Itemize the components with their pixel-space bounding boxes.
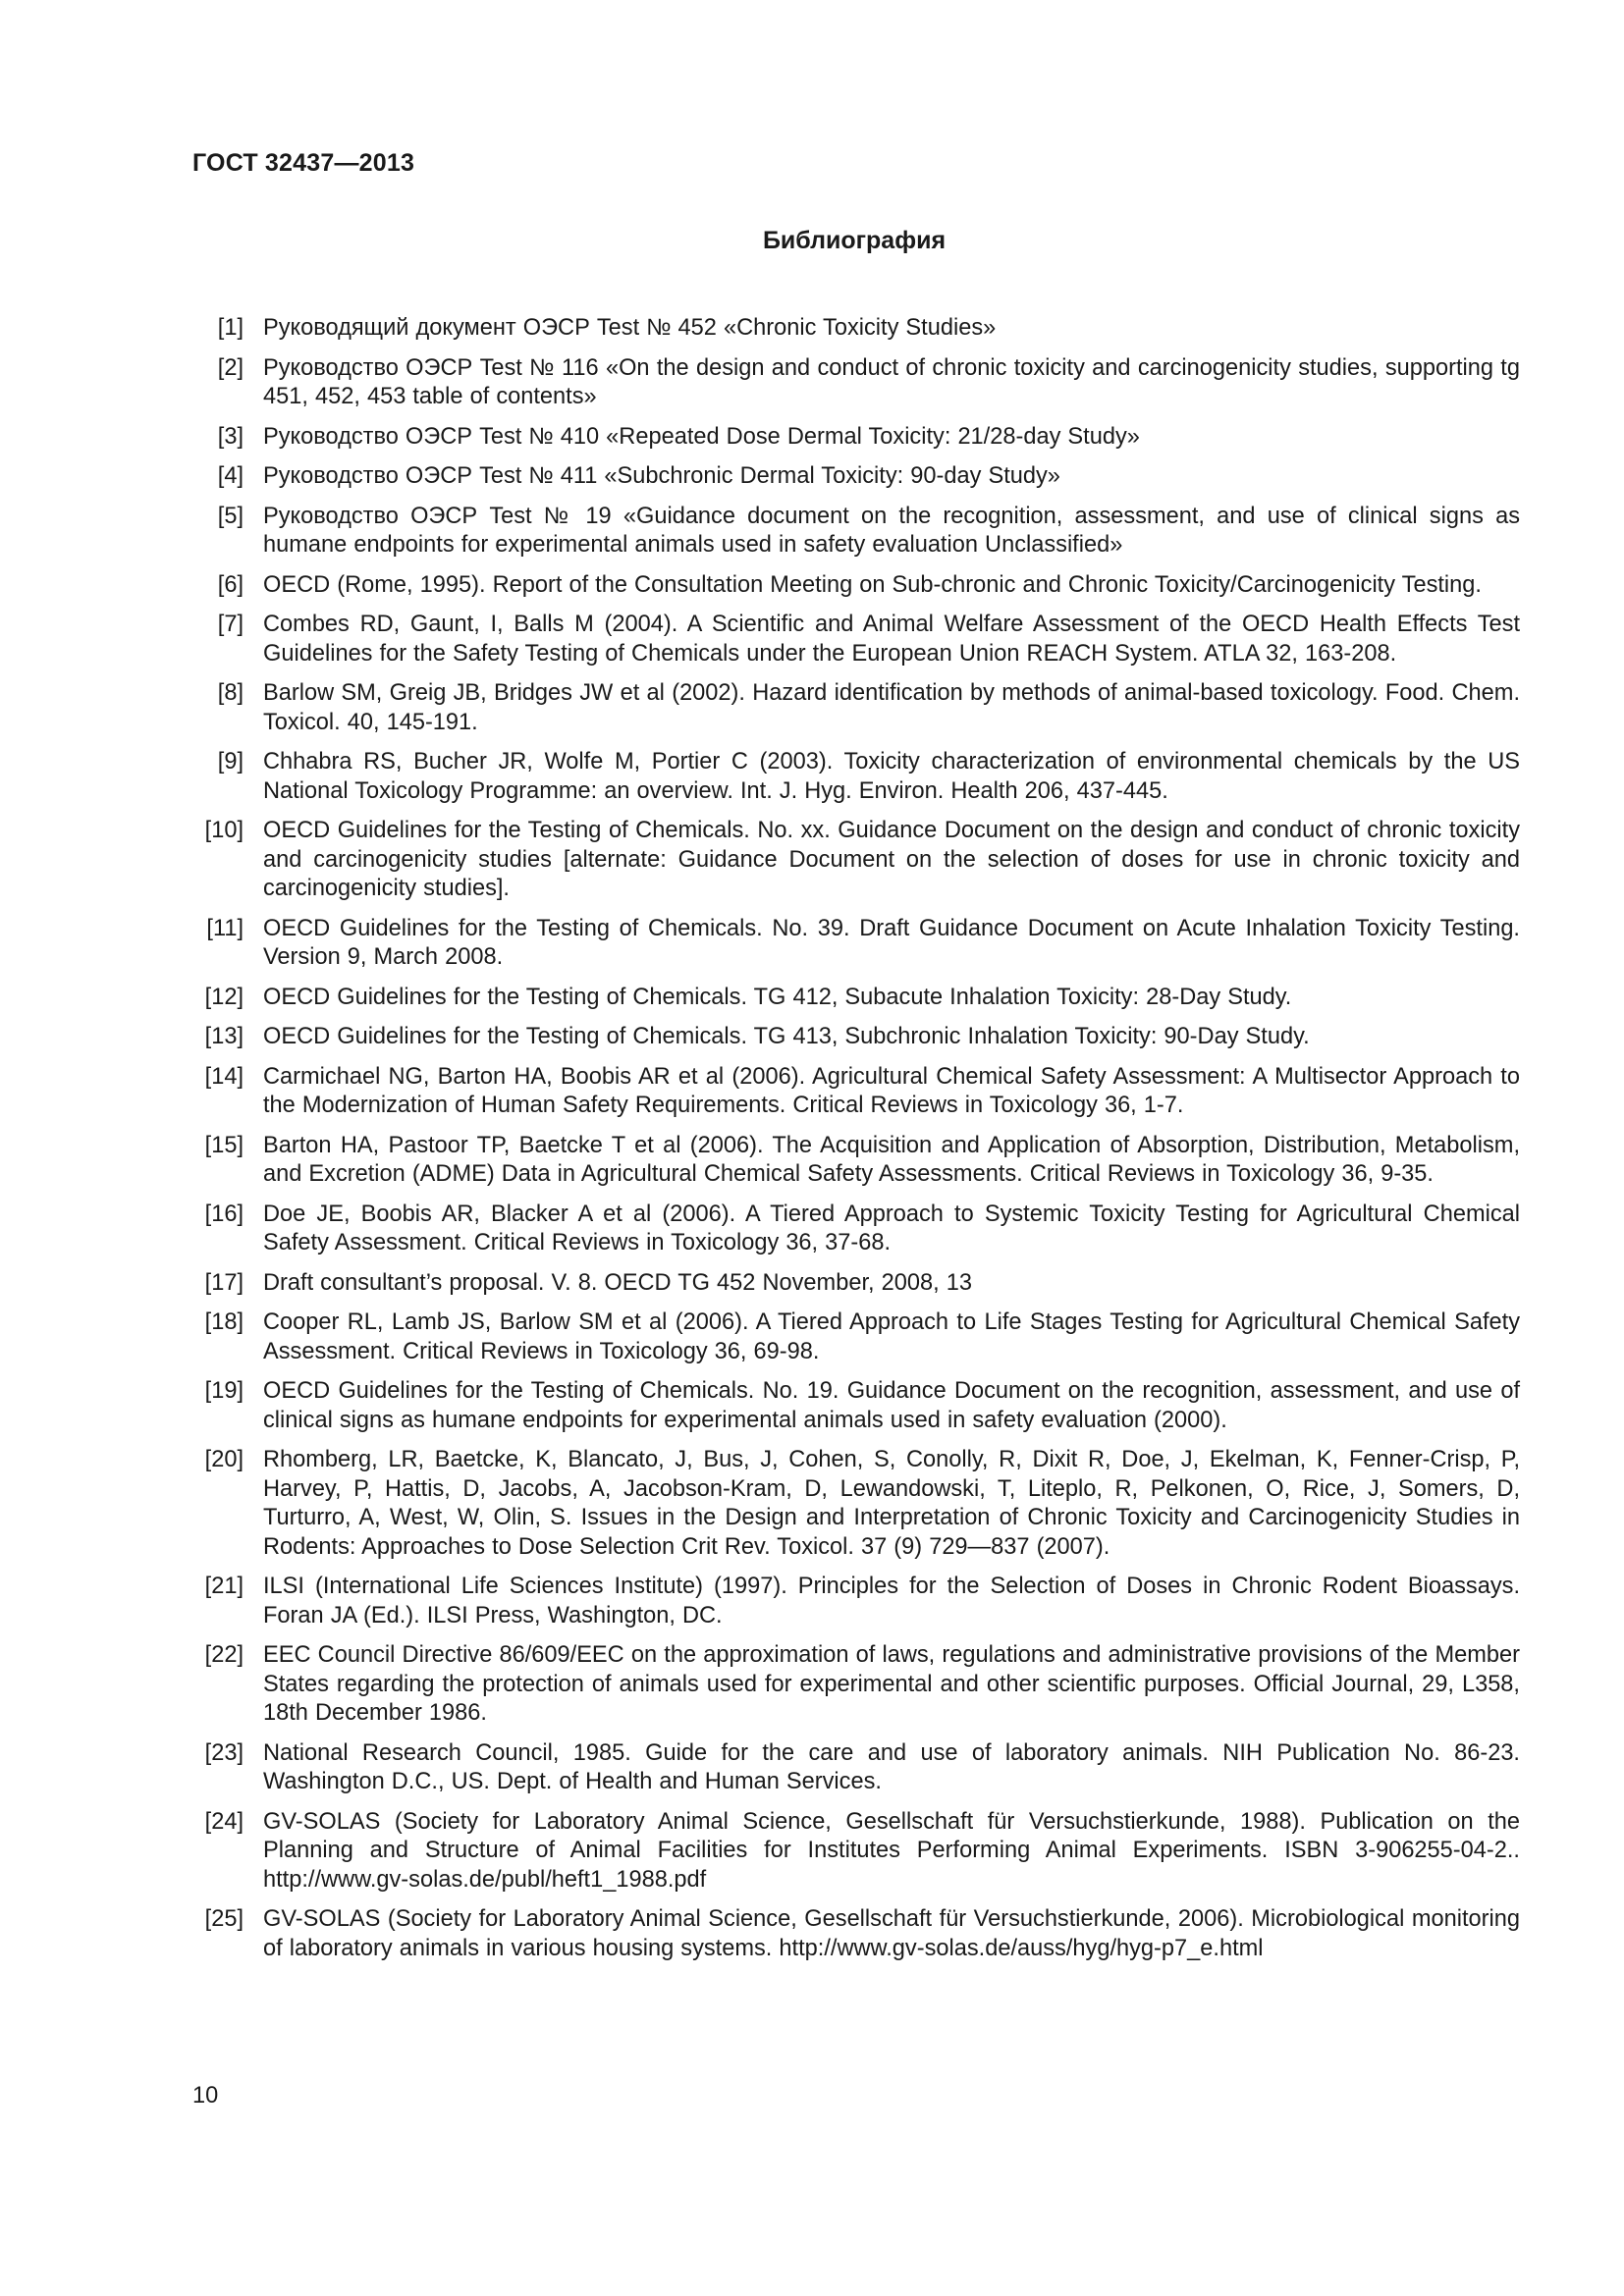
entry-number: [10] bbox=[204, 818, 244, 843]
entry-text: EEC Council Directive 86/609/EEC on the approximation of laws, regulations and administrative provisions of the Member States regarding the protection of animals used for experimental and other scientific purposes. Official Journal, 29, L358, 18th December 1986. bbox=[263, 1642, 1520, 1726]
entry-number: [12] bbox=[204, 984, 244, 1010]
entry-number: [22] bbox=[204, 1642, 244, 1668]
section-title: Библиография bbox=[762, 227, 947, 254]
page-number: 10 bbox=[192, 2083, 219, 2109]
entry-number: [20] bbox=[204, 1447, 244, 1472]
entry-number: [9] bbox=[217, 749, 244, 774]
entry-text: Carmichael NG, Barton HA, Boobis AR et al (2006). Agricultural Chemical Safety Assessment: A Multisector Approach to the Modernization of Human Safety Requirements. Critical Reviews in Toxicology 36, 1-7. bbox=[263, 1063, 1520, 1118]
entry-text: Draft consultant’s proposal. V. 8. OECD TG 452 November, 2008, 13 bbox=[263, 1269, 972, 1296]
entry-number: [5] bbox=[217, 503, 244, 529]
entry-text: National Research Council, 1985. Guide for the care and use of laboratory animals. NIH Publication No. 86-23. Washington D.C., US. Dept. of Health and Human Services. bbox=[263, 1739, 1520, 1794]
entry-text: Руководство ОЭСР Test № 410 «Repeated Dose Dermal Toxicity: 21/28-day Study» bbox=[263, 423, 1140, 450]
entry-number: [16] bbox=[204, 1201, 244, 1227]
entry-text: OECD (Rome, 1995). Report of the Consultation Meeting on Sub-chronic and Chronic Toxicity/Carcinogenicity Testing. bbox=[263, 571, 1482, 598]
entry-text: OECD Guidelines for the Testing of Chemicals. TG 412, Subacute Inhalation Toxicity: 28-Day Study. bbox=[263, 984, 1292, 1010]
bibliography-entry bbox=[192, 1573, 1520, 1630]
entry-text: GV-SOLAS (Society for Laboratory Animal Science, Gesellschaft für Versuchstierkunde, 2006). Microbiological monitoring of laboratory animals in various housing systems. http://www.gv-solas.de/auss/hyg/hyg-p7_e.html bbox=[263, 1906, 1520, 1961]
entry-text: Руководящий документ ОЭСР Test № 452 «Chronic Toxicity Studies» bbox=[263, 315, 997, 341]
entry-text: Rhomberg, LR, Baetcke, K, Blancato, J, Bus, J, Cohen, S, Conolly, R, Dixit R, Doe, J, Ekelman, K, Fenner-Crisp, P, Harvey, P, Hattis, D, Jacobs, A, Jacobson-Kram, D, Lewandowski, T, Liteplo, R, Pelkonen, O, Rice, J, Somers, D, Turturro, A, West, W, Olin, S. Issues in the Design and Interpretation of Chronic Toxicity and Carcinogenicity Studies in Rodents: Approaches to Dose Selection Crit Rev. Toxicol. 37 (9) 729—837 (2007). bbox=[263, 1447, 1520, 1560]
entry-text: OECD Guidelines for the Testing of Chemicals. No. 19. Guidance Document on the recognition, assessment, and use of clinical signs as humane endpoints for experimental animals used in safety evaluation (2000). bbox=[263, 1378, 1520, 1433]
entry-number: [24] bbox=[204, 1808, 244, 1835]
bibliography-entry bbox=[192, 571, 1520, 601]
bibliography-entry bbox=[192, 1201, 1520, 1258]
bibliography-entry bbox=[192, 1905, 1520, 1963]
entry-number: [15] bbox=[204, 1132, 244, 1158]
entry-text: ILSI (International Life Sciences Institute) (1997). Principles for the Selection of Doses in Chronic Rodent Bioassays. Foran JA (Ed.). ILSI Press, Washington, DC. bbox=[263, 1574, 1520, 1629]
entry-number: [21] bbox=[204, 1574, 244, 1599]
entry-text: Combes RD, Gaunt, I, Balls M (2004). A Scientific and Animal Welfare Assessment of the OECD Health Effects Test Guidelines for the Safety Testing of Chemicals under the European Union REACH System. ATLA 32, 163-208. bbox=[263, 612, 1520, 667]
entry-number: [25] bbox=[204, 1906, 244, 1932]
bibliography-entry bbox=[192, 748, 1520, 806]
entry-number: [3] bbox=[217, 423, 244, 450]
entry-number: [23] bbox=[204, 1739, 244, 1766]
entry-text: GV-SOLAS (Society for Laboratory Animal Science, Gesellschaft für Versuchstierkunde, 1988). Publication on the Planning and Structure of Animal Facilities for Institutes Performing Animal Experiments. ISBN 3-906255-04-2.. http://www.gv-solas.de/publ/heft1_1988.pdf bbox=[263, 1808, 1520, 1893]
bibliography-entry bbox=[192, 314, 1520, 344]
entry-number: [18] bbox=[204, 1309, 244, 1335]
entry-number: [4] bbox=[217, 463, 244, 489]
bibliography-entry bbox=[192, 1269, 1520, 1299]
bibliography-list bbox=[192, 314, 1520, 1974]
entry-text: Руководство ОЭСР Test № 116 «On the design and conduct of chronic toxicity and carcinogenicity studies, supporting tg 451, 452, 453 table of contents» bbox=[263, 354, 1520, 409]
bibliography-entry bbox=[192, 423, 1520, 453]
bibliography-entry bbox=[192, 1808, 1520, 1896]
entry-number: [17] bbox=[204, 1269, 244, 1296]
entry-text: OECD Guidelines for the Testing of Chemicals. No. 39. Draft Guidance Document on Acute Inhalation Toxicity Testing. Version 9, March 2008. bbox=[263, 915, 1520, 970]
bibliography-entry bbox=[192, 679, 1520, 737]
entry-number: [8] bbox=[217, 680, 244, 706]
entry-text: Руководство ОЭСР Test № 411 «Subchronic Dermal Toxicity: 90-day Study» bbox=[263, 463, 1060, 489]
bibliography-entry bbox=[192, 817, 1520, 904]
bibliography-entry bbox=[192, 1308, 1520, 1366]
entry-number: [1] bbox=[217, 315, 244, 341]
entry-number: [14] bbox=[204, 1063, 244, 1090]
entry-number: [2] bbox=[217, 354, 244, 381]
bibliography-entry bbox=[192, 915, 1520, 973]
bibliography-entry bbox=[192, 1023, 1520, 1052]
standard-designation: ГОСТ 32437—2013 bbox=[192, 149, 415, 177]
entry-number: [7] bbox=[217, 612, 244, 637]
bibliography-entry bbox=[192, 1377, 1520, 1435]
bibliography-entry bbox=[192, 1739, 1520, 1797]
bibliography-entry bbox=[192, 1132, 1520, 1190]
bibliography-entry bbox=[192, 462, 1520, 492]
bibliography-entry bbox=[192, 984, 1520, 1013]
bibliography-entry bbox=[192, 1446, 1520, 1562]
entry-text: Cooper RL, Lamb JS, Barlow SM et al (2006). A Tiered Approach to Life Stages Testing for Agricultural Chemical Safety Assessment. Critical Reviews in Toxicology 36, 69-98. bbox=[263, 1309, 1520, 1364]
bibliography-entry bbox=[192, 611, 1520, 668]
entry-text: OECD Guidelines for the Testing of Chemicals. TG 413, Subchronic Inhalation Toxicity: 90-Day Study. bbox=[263, 1024, 1310, 1049]
entry-text: Doe JE, Boobis AR, Blacker A et al (2006). A Tiered Approach to Systemic Toxicity Testing for Agricultural Chemical Safety Assessment. Critical Reviews in Toxicology 36, 37-68. bbox=[263, 1201, 1520, 1255]
entry-text: Barton HA, Pastoor TP, Baetcke T et al (2006). The Acquisition and Application of Absorption, Distribution, Metabolism, and Excretion (ADME) Data in Agricultural Chemical Safety Assessments. Critical Reviews in Toxicology 36, 9-35. bbox=[263, 1132, 1520, 1187]
bibliography-entry bbox=[192, 1641, 1520, 1729]
entry-number: [13] bbox=[204, 1024, 244, 1049]
bibliography-entry bbox=[192, 1063, 1520, 1121]
entry-text: Chhabra RS, Bucher JR, Wolfe M, Portier C (2003). Toxicity characterization of environmental chemicals by the US National Toxicology Programme: an overview. Int. J. Hyg. Environ. Health 206, 437-445. bbox=[263, 749, 1520, 804]
bibliography-entry bbox=[192, 503, 1520, 561]
entry-text: OECD Guidelines for the Testing of Chemicals. No. xx. Guidance Document on the design and conduct of chronic toxicity and carcinogenicity studies [alternate: Guidance Document on the selection of doses for use in chronic toxicity and carcinogenicity studies]. bbox=[263, 818, 1520, 901]
entry-number: [6] bbox=[217, 571, 244, 598]
entry-number: [19] bbox=[204, 1378, 244, 1404]
entry-text: Руководство ОЭСР Test № 19 «Guidance document on the recognition, assessment, and use of clinical signs as humane endpoints for experimental animals used in safety evaluation Unclassified» bbox=[263, 503, 1520, 558]
entry-text: Barlow SM, Greig JB, Bridges JW et al (2002). Hazard identification by methods of animal-based toxicology. Food. Chem. Toxicol. 40, 145-191. bbox=[263, 680, 1520, 735]
entry-number: [11] bbox=[206, 915, 244, 941]
bibliography-entry bbox=[192, 354, 1520, 412]
